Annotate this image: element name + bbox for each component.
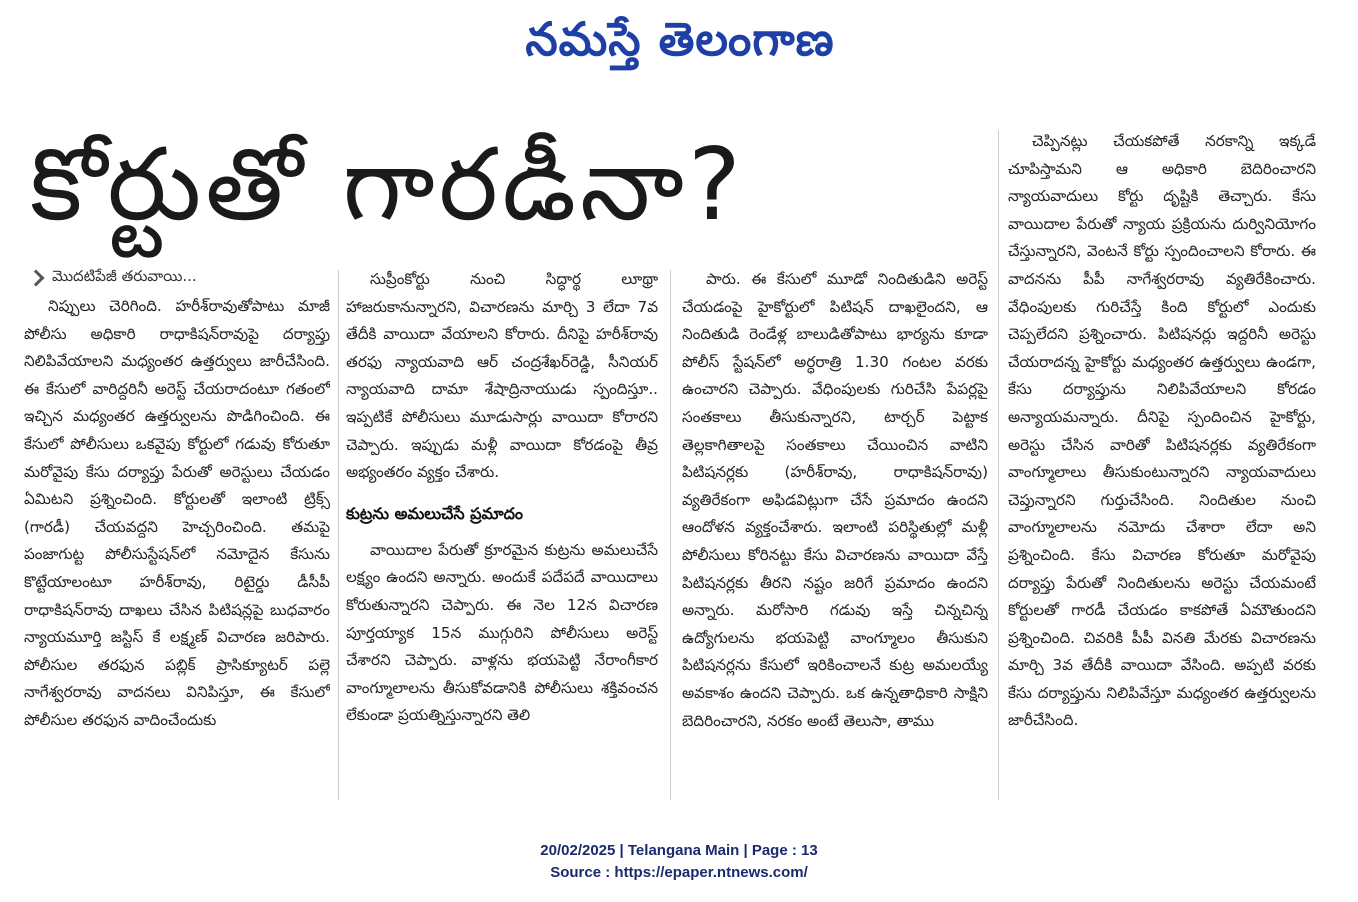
footer-source-link[interactable]: Source : https://epaper.ntnews.com/ [550, 864, 808, 881]
masthead-logo: నమస్తే తెలంగాణ [525, 12, 835, 66]
continuation-marker [30, 266, 197, 290]
column-divider-2 [670, 270, 671, 800]
article-column-2 [346, 266, 658, 806]
column-2-text-a: సుప్రీంకోర్టు నుంచి సిద్ధార్థ లూథ్రా హాజరుకానున్నారని, విచారణను మార్చి 3 లేదా 7వ తేదీకి వాయిదా వేయాలని కోరారు. దీనిపై హరీశ్‌రావు తరఫు న్యాయవాది ఆర్ చంద్రశేఖర్‌రెడ్డి, సీనియర్ న్యాయవాది దామా శేషాద్రినాయుడు స్పందిస్తూ.. ఇప్పటికే పోలీసులు మూడుసార్లు వాయిదా కోరారని చెప్పారు. ఇప్పుడు మళ్లీ వాయిదా కోరడంపై తీవ్ర అభ్యంతరం వ్యక్తం చేశారు. [346, 270, 658, 482]
column-4-text: చెప్పినట్లు చేయకపోతే నరకాన్ని ఇక్కడే చూపిస్తామని ఆ అధికారి బెదిరించారని న్యాయవాదులు కోర్టు దృష్టికి తెచ్చారు. కేసు వాయిదాల పేరుతో న్యాయ ప్రక్రియను దుర్వినియోగం చేస్తున్నారని, వెంటనే కోర్టు స్పందించాలని కోరారు. ఈ వాదనను పీపీ నాగేశ్వరరావు వ్యతిరేకించారు. వేధింపులకు గురిచేస్తే కింది కోర్టులో ఎందుకు చెప్పలేదని ప్రశ్నించారు. పిటిషనర్లు ఇద్దరినీ అరెస్టు చేయరాదన్న హైకోర్టు మధ్యంతర ఉత్తర్వులు ఉండగా, కేసు దర్యాప్తును నిలిపివేయాలని కోరడం అన్యాయమన్నారు. దీనిపై స్పందించిన హైకోర్టు, అరెస్టు చేసిన వారితో పిటిషనర్లకు వ్యతిరేకంగా వాంగ్మూలాలు తీసుకుంటున్నారని న్యాయవాదులు చెప్తున్నారని గుర్తుచేసింది. నిందితుల నుంచి వాంగ్మూలాలను నమోదు చేశారా లేదా అని ప్రశ్నించింది. కేసు విచారణ కోరుతూ మరోవైపు దర్యాప్తు పేరుతో నిందితులను అరెస్టు చేయమంటే కోర్టులతో గారడీ చేయడం కాకపోతే ఏమౌతుందని ప్రశ్నించింది. చివరికి పీపీ వినతి మేరకు విచారణను మార్చి 3వ తేదీకి వాయిదా వేసింది. అప్పటి వరకు కేసు దర్యాప్తును నిలిపివేస్తూ మధ్యంతర ఉత్తర్వులను జారీచేసింది. [1008, 132, 1316, 730]
column-2-text-b: వాయిదాల పేరుతో క్రూరమైన కుట్రను అమలుచేసే లక్ష్యం ఉందని అన్నారు. అందుకే పదేపదే వాయిదాలు కోరుతున్నారని చెప్పారు. ఈ నెల 12న విచారణ పూర్తయ్యాక 15న ముగ్గురిని పోలీసులు అరెస్ట్ చేశారని చెప్పారు. వాళ్లను భయపెట్టి నేరాంగీకార వాంగ్మూలాలను తీసుకోవడానికి పోలీసులు శక్తివంచన లేకుండా ప్రయత్నిస్తున్నారని తెలి [346, 540, 658, 725]
article-column-1 [24, 293, 330, 803]
column-divider-1 [338, 270, 339, 800]
article-column-4 [1008, 128, 1316, 808]
column-2-subheading: కుట్రను అమలుచేసే ప్రమాదం [346, 503, 523, 523]
column-1-text: నిప్పులు చెరిగింది. హరీశ్‌రావుతోపాటు మాజీ పోలీసు అధికారి రాధాకిషన్‌రావుపై దర్యాప్తు నిలిపివేయాలని మధ్యంతర ఉత్తర్వులు జారీచేసింది. ఈ కేసులో వారిద్దరినీ అరెస్ట్ చేయరాదంటూ గతంలో ఇచ్చిన మధ్యంతర ఉత్తర్వులను పొడిగించింది. ఈ కేసులో పోలీసులు ఒకవైపు కోర్టులో గడువు కోరుతూ మరోవైపు కేసు దర్యాప్తు పేరుతో అరెస్టులు చేయడం ఏమిటని ప్రశ్నించింది. కోర్టులతో ఇలాంటి ట్రిక్స్ (గారడీ) చేయవద్దని హెచ్చరించింది. తమపై పంజాగుట్ట పోలీసుస్టేషన్‌లో నమోదైన కేసును కొట్టేయాలంటూ హరీశ్‌రావు, రిటైర్డు డీసీపీ రాధాకిషన్‌రావు దాఖలు చేసిన పిటిషన్లపై బుధవారం న్యాయమూర్తి జస్టిస్ కే లక్ష్మణ్ విచారణ జరిపారు. పోలీసుల తరఫున పబ్లిక్ ప్రాసిక్యూటర్ పల్లె నాగేశ్వరరావు వాదనలు వినిపిస్తూ, ఈ కేసులో పోలీసుల తరఫున వాదించేందుకు [24, 297, 330, 729]
footer-date-edition-page: 20/02/2025 | Telangana Main | Page : 13 [540, 842, 818, 859]
continuation-label: మొదటిపేజీ తరువాయి... [52, 267, 197, 285]
column-divider-3 [998, 130, 999, 800]
chevron-right-icon [28, 270, 45, 287]
article-column-3 [682, 266, 988, 806]
page-footer [0, 840, 1358, 884]
column-3-text: పారు. ఈ కేసులో మూడో నిందితుడిని అరెస్ట్ చేయడంపై హైకోర్టులో పిటిషన్ దాఖలైందని, ఆ నిందితుడి రెండేళ్ల బాలుడితోపాటు భార్యను కూడా పోలీస్ స్టేషన్‌లో అర్ధరాత్రి 1.30 గంటల వరకు ఉంచారని చెప్పారు. వేధింపులకు గురిచేసి పేపర్లపై సంతకాలు తీసుకున్నారని, టార్చర్ పెట్టాక తెల్లకాగితాలపై సంతకాలు చేయించిన వాటిని పిటిషనర్లకు (హరీశ్‌రావు, రాధాకిషన్‌రావు) వ్యతిరేకంగా అఫిడవిట్లుగా చేసే ప్రమాదం ఉందని ఆందోళన వ్యక్తంచేశారు. ఇలాంటి పరిస్థితుల్లో మళ్లీ పోలీసులు కోరినట్టు కేసు విచారణను వాయిదా వేస్తే పిటిషనర్లకు తీరని నష్టం జరిగే ప్రమాదం ఉందని అన్నారు. మరోసారి గడువు ఇస్తే చిన్నచిన్న ఉద్యోగులను భయపెట్టి వాంగ్మూలం తీసుకుని పిటిషనర్లను కేసులో ఇరికించాలనే కుట్ర అమలయ్యే అవకాశం ఉందని చెప్పారు. ఒక ఉన్నతాధికారి సాక్షిని బెదిరించారని, నరకం అంటే తెలుసా, తాము [682, 270, 988, 730]
headline: కోర్టుతో గారడీనా? [30, 126, 745, 243]
